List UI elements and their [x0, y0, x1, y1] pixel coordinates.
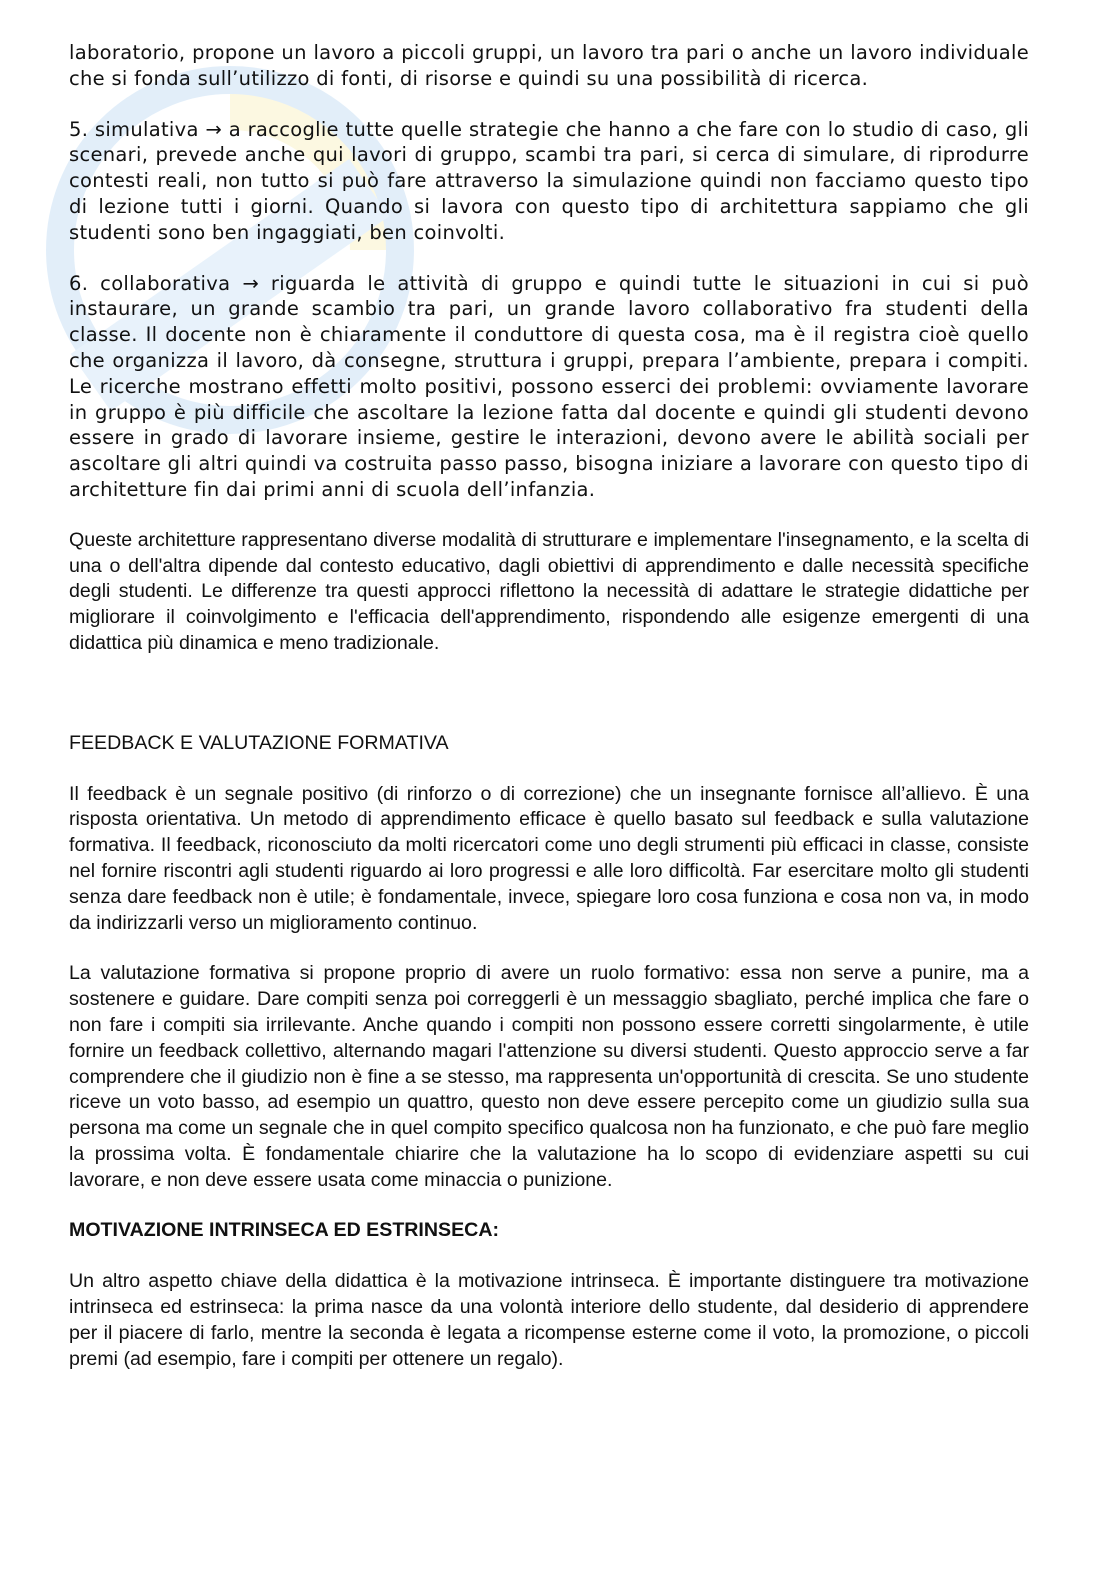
paragraph-valutazione-formativa: La valutazione formativa si propone proprio di avere un ruolo formativo: essa non serve a punire, ma a sostenere e guidare. Dare compiti senza poi correggerli è un messaggio sbagliato, perché implica che fare o non fare i compiti sia irrilevante. Anche quando i compiti non possono essere corretti singolarmente, è utile fornire un feedback collettivo, alternando magari l'attenzione su diversi studenti. Questo approccio serve a far comprendere che il giudizio non è fine a se stesso, ma rappresenta un'opportunità di crescita. Se uno studente riceve un voto basso, ad esempio un quattro, questo non deve essere percepito come un giudizio sulla sua persona ma come un segnale che in quel compito specifico qualcosa non ha funzionato, e che può fare meglio la prossima volta. È fondamentale chiarire che la valutazione ha lo scopo di evidenziare aspetti su cui lavorare, e non deve essere usata come minaccia o punizione.: [69, 962, 1029, 1191]
document-page: [69, 40, 1029, 1372]
paragraph-architetture-summary: Queste architetture rappresentano diverse modalità di strutturare e implementare l'insegnamento, e la scelta di una o dell'altra dipende dal contesto educativo, dagli obiettivi di apprendimento e dalle necessità specifiche degli studenti. Le differenze tra questi approcci riflettono la necessità di adattare le strategie didattiche per migliorare il coinvolgimento e l'efficacia dell'apprendimento, rispondendo alle esigenze emergenti di una didattica più dinamica e meno tradizionale.: [69, 528, 1029, 654]
heading-motivazione: MOTIVAZIONE INTRINSECA ED ESTRINSECA:: [69, 1219, 499, 1242]
heading-feedback: FEEDBACK E VALUTAZIONE FORMATIVA: [69, 731, 449, 754]
paragraph-collaborativa: 6. collaborativa → riguarda le attività di gruppo e quindi tutte le situazioni in cui si può instaurare, un grande scambio tra pari, un grande lavoro collaborativo fra studenti della classe. Il docente non è chiaramente il conduttore di questa cosa, ma è il registra cioè quello che organizza il lavoro, dà consegne, struttura i gruppi, prepara l’ambiente, prepara i compiti. Le ricerche mostrano effetti molto positivi, possono esserci dei problemi: ovviamente lavorare in gruppo è più difficile che ascoltare la lezione fatta dal docente e quindi gli studenti devono essere in grado di lavorare insieme, gestire le interazioni, devono avere le abilità sociali per ascoltare gli altri quindi va costruita passo passo, bisogna iniziare a lavorare con questo tipo di architetture fin dai primi anni di scuola dell’infanzia.: [69, 271, 1029, 501]
paragraph-simulativa: 5. simulativa → a raccoglie tutte quelle strategie che hanno a che fare con lo studio di caso, gli scenari, prevede anche qui lavori di gruppo, scambi tra pari, si cerca di simulare, di riprodurre contesti reali, non tutto si può fare attraverso la simulazione quindi non facciamo questo tipo di lezione tutti i giorni. Quando si lavora con questo tipo di architettura sappiamo che gli studenti sono ben ingaggiati, ben coinvolti.: [69, 117, 1029, 244]
paragraph-laboratorio: laboratorio, propone un lavoro a piccoli gruppi, un lavoro tra pari o anche un lavoro individuale che si fonda sull’utilizzo di fonti, di risorse e quindi su una possibilità di ricerca.: [69, 41, 1029, 90]
paragraph-feedback: Il feedback è un segnale positivo (di rinforzo o di correzione) che un insegnante fornisce all’allievo. È una risposta orientativa. Un metodo di apprendimento efficace è quello basato sul feedback e sulla valutazione formativa. Il feedback, riconosciuto da molti ricercatori come uno degli strumenti più efficaci in classe, consiste nel fornire riscontri agli studenti riguardo ai loro progressi e alle loro difficoltà. Far esercitare molto gli studenti senza dare feedback non è utile; è fondamentale, invece, spiegare loro cosa funziona e cosa non va, in modo da indirizzarli verso un miglioramento continuo.: [69, 782, 1029, 934]
paragraph-motivazione: Un altro aspetto chiave della didattica è la motivazione intrinseca. È importante distinguere tra motivazione intrinseca ed estrinseca: la prima nasce da una volontà interiore dello studente, dal desiderio di apprendere per il piacere di farlo, mentre la seconda è legata a ricompense esterne come il voto, la promozione, o piccoli premi (ad esempio, fare i compiti per ottenere un regalo).: [69, 1270, 1029, 1370]
